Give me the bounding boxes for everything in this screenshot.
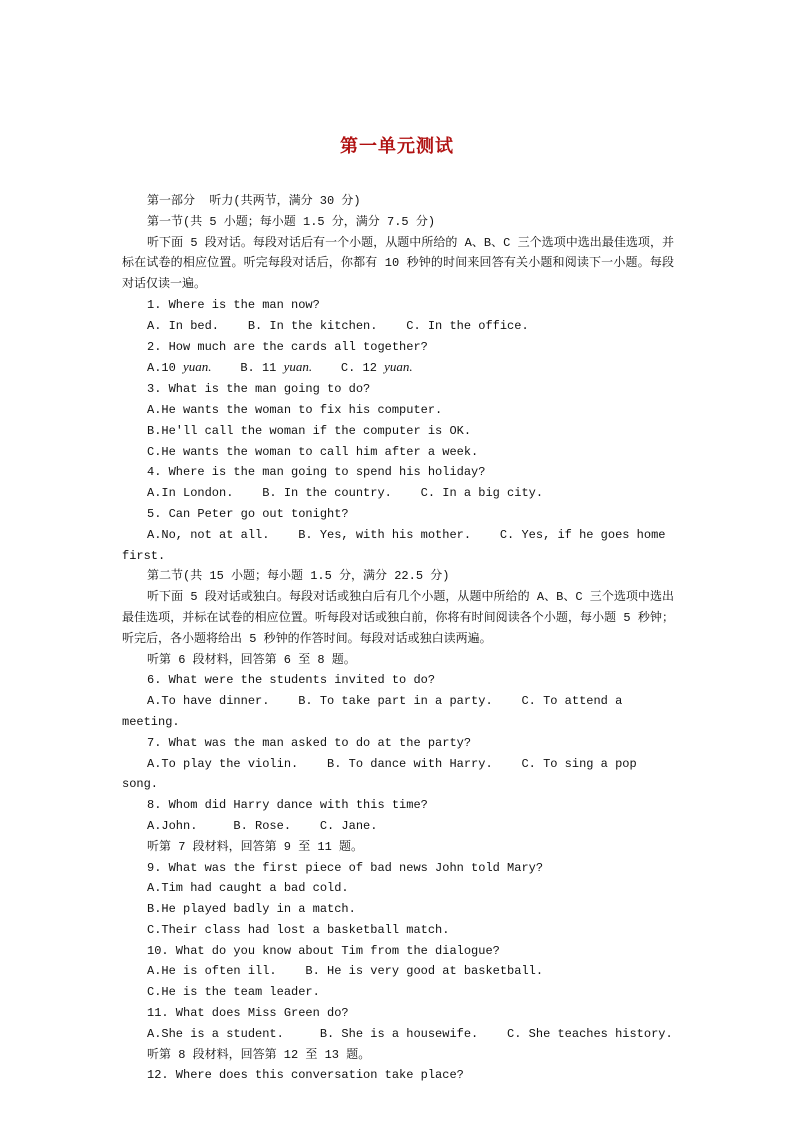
heading-line: 第一部分 听力(共两节，满分 30 分) [147, 194, 361, 208]
question-line: 12. Where does this conversation take place? [147, 1068, 464, 1083]
options-line: A. In bed. B. In the kitchen. C. In the office. [147, 318, 529, 333]
heading-line: 第二节(共 15 小题；每小题 1.5 分，满分 22.5 分) [147, 569, 450, 584]
question-line: 6. What were the students invited to do? [147, 673, 436, 688]
options-line [122, 357, 674, 379]
options-line: A.No, not at all. B. Yes, with his mother. C. Yes, if he goes home first. [122, 527, 673, 563]
options-line: A.To play the violin. B. To dance with Harry. C. To sing a pop song. [122, 756, 644, 792]
option-text: B. 11 [211, 361, 284, 376]
options-line: A.She is a student. B. She is a housewife. C. She teaches history. [147, 1026, 673, 1041]
question-line: 7. What was the man asked to do at the party? [147, 735, 472, 750]
currency-unit: yuan. [384, 359, 413, 375]
document-title: 第一单元测试 [340, 136, 454, 157]
instruction-line: 听下面 5 段对话。每段对话后有一个小题，从题中所给的 A、B、C 三个选项中选出最佳选项，并标在试卷的相应位置。听完每段对话后，你都有 10 秒钟的时间来回答有关小题和阅读下一小题。每段对话仅读一遍。 [122, 235, 674, 292]
option-text: A.10 [147, 361, 184, 376]
options-line: A.John. B. Rose. C. Jane. [147, 818, 378, 833]
document-body [122, 191, 682, 1086]
heading-line: 听第 7 段材料，回答第 9 至 11 题。 [147, 839, 364, 854]
instruction-line: 听下面 5 段对话或独白。每段对话或独白后有几个小题，从题中所给的 A、B、C 三个选项中选出最佳选项，并标在试卷的相应位置。听每段对话或独白前，你将有时间阅读各个小题，每小题 5 秒钟； 听完后，各小题将给出 5 秒钟的作答时间。每段对话或独白读两遍。 [122, 590, 682, 646]
question-line: 1. Where is the man now? [147, 297, 320, 312]
heading-line: 听第 6 段材料，回答第 6 至 8 题。 [147, 652, 356, 667]
heading-line: 听第 8 段材料，回答第 12 至 13 题。 [147, 1047, 371, 1062]
currency-unit: yuan. [183, 359, 212, 375]
options-line: A.To have dinner. B. To take part in a party. C. To attend a meeting. [122, 694, 630, 729]
question-line: 2. How much are the cards all together? [147, 339, 428, 354]
question-line: 10. What do you know about Tim from the dialogue? [147, 943, 500, 958]
options-line: C.Their class had lost a basketball match. [147, 922, 450, 937]
options-line: A.In London. B. In the country. C. In a big city. [147, 486, 544, 501]
currency-unit: yuan. [283, 359, 313, 375]
question-line: 4. Where is the man going to spend his holiday? [147, 465, 486, 480]
question-line: 8. Whom did Harry dance with this time? [147, 798, 428, 813]
options-line: C.He wants the woman to call him after a week. [147, 444, 479, 459]
question-line: 3. What is the man going to do? [147, 382, 371, 397]
question-line: 5. Can Peter go out tonight? [147, 506, 349, 521]
question-line: 11. What does Miss Green do? [147, 1006, 349, 1021]
question-line: 9. What was the first piece of bad news John told Mary? [147, 860, 544, 875]
options-line: B.He'll call the woman if the computer is OK. [147, 423, 472, 438]
option-text: C. 12 [312, 361, 385, 376]
options-line: A.He wants the woman to fix his computer. [147, 402, 443, 417]
heading-line: 第一节(共 5 小题；每小题 1.5 分，满分 7.5 分) [147, 214, 436, 229]
options-line: B.He played badly in a match. [147, 902, 356, 917]
options-line: A.Tim had caught a bad cold. [147, 881, 349, 896]
options-line: C.He is the team leader. [147, 985, 320, 1000]
options-line: A.He is often ill. B. He is very good at basketball. [147, 964, 544, 979]
